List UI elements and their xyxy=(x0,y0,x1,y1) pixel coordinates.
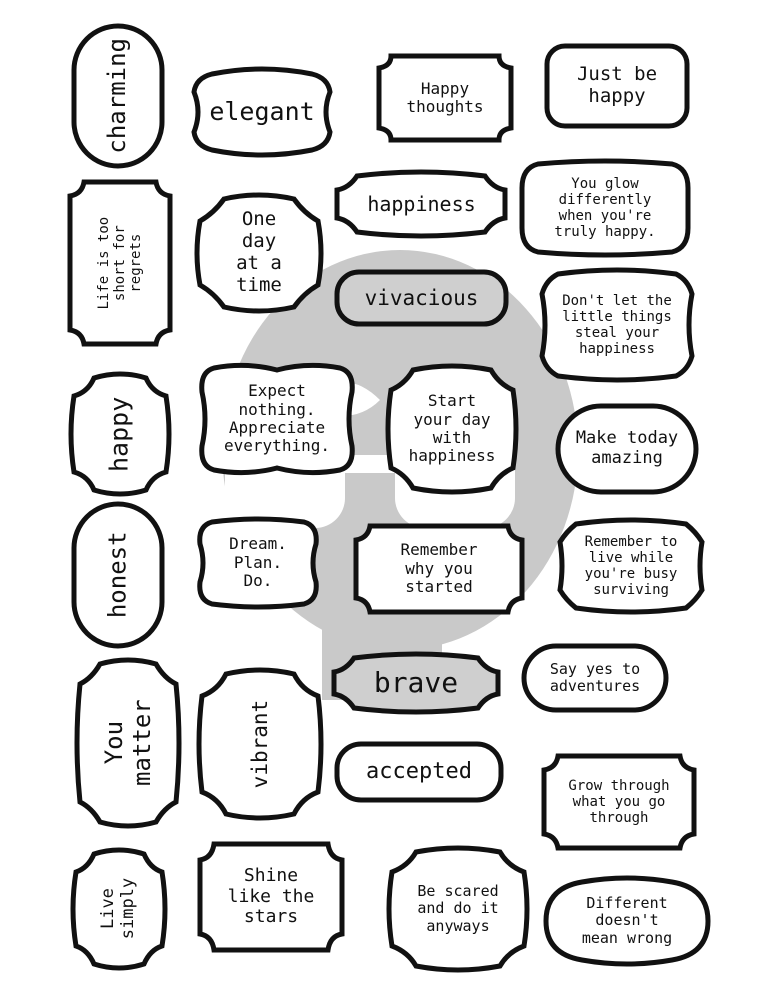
label-text: charming xyxy=(103,38,132,154)
label-shine xyxy=(196,840,346,954)
label-text: One day at a time xyxy=(236,208,282,296)
label-just-be-happy xyxy=(543,42,691,130)
label-remember-to-live xyxy=(556,518,706,614)
label-text: elegant xyxy=(209,96,315,126)
label-happy-thoughts xyxy=(375,52,515,144)
label-text: Remember why you started xyxy=(400,540,478,597)
label-text: You matter xyxy=(99,699,155,787)
label-be-scared xyxy=(386,846,530,972)
label-you-matter xyxy=(74,658,182,828)
label-text: You glow differently when you're truly happy. xyxy=(554,175,656,241)
label-text: Different doesn't mean wrong xyxy=(581,894,673,947)
label-dream-plan-do xyxy=(194,516,322,610)
label-happiness xyxy=(333,170,510,238)
label-charming xyxy=(70,22,166,170)
label-say-yes xyxy=(520,642,670,714)
label-text: Shine like the stars xyxy=(227,864,315,928)
label-text: Don't let the little things steal your happiness xyxy=(562,292,672,358)
label-text: vivacious xyxy=(364,285,479,310)
label-text: Start your day with happiness xyxy=(408,391,496,466)
label-text: Make today amazing xyxy=(575,428,679,468)
label-one-day xyxy=(194,193,324,313)
label-text: Dream. Plan. Do. xyxy=(229,534,287,591)
label-text: Live simply xyxy=(98,878,138,940)
label-different xyxy=(542,876,712,966)
label-life-is-too-short xyxy=(66,178,174,348)
label-live-simply xyxy=(70,848,168,970)
label-grow-through xyxy=(540,752,698,852)
label-you-glow xyxy=(518,158,692,258)
label-text: Expect nothing. Appreciate everything. xyxy=(224,381,330,456)
label-text: Be scared and do it anyways xyxy=(417,882,499,935)
label-vibrant xyxy=(196,668,324,820)
label-text: Remember to live while you're busy surviving xyxy=(584,533,678,599)
label-text: Say yes to adventures xyxy=(549,659,641,695)
label-dont-let xyxy=(538,268,696,382)
label-text: accepted xyxy=(366,759,472,785)
label-vivacious xyxy=(333,268,510,328)
label-text: happiness xyxy=(367,191,476,216)
label-accepted xyxy=(333,740,505,804)
label-elegant xyxy=(190,68,334,156)
label-text: happy xyxy=(104,396,134,472)
label-text: Just be happy xyxy=(576,63,658,107)
label-text: honest xyxy=(103,531,132,619)
label-text: Life is too short for regrets xyxy=(95,216,145,310)
label-brave xyxy=(330,652,502,714)
label-expect-nothing xyxy=(196,362,358,476)
label-start-your-day xyxy=(385,364,519,494)
label-honest xyxy=(70,500,166,650)
label-happy xyxy=(68,372,172,496)
label-remember-why xyxy=(352,522,526,616)
label-text: brave xyxy=(373,665,459,699)
label-text: vibrant xyxy=(247,699,272,789)
label-text: Happy thoughts xyxy=(406,78,484,116)
label-text: Grow through what you go through xyxy=(568,777,670,827)
label-make-today xyxy=(554,402,700,496)
